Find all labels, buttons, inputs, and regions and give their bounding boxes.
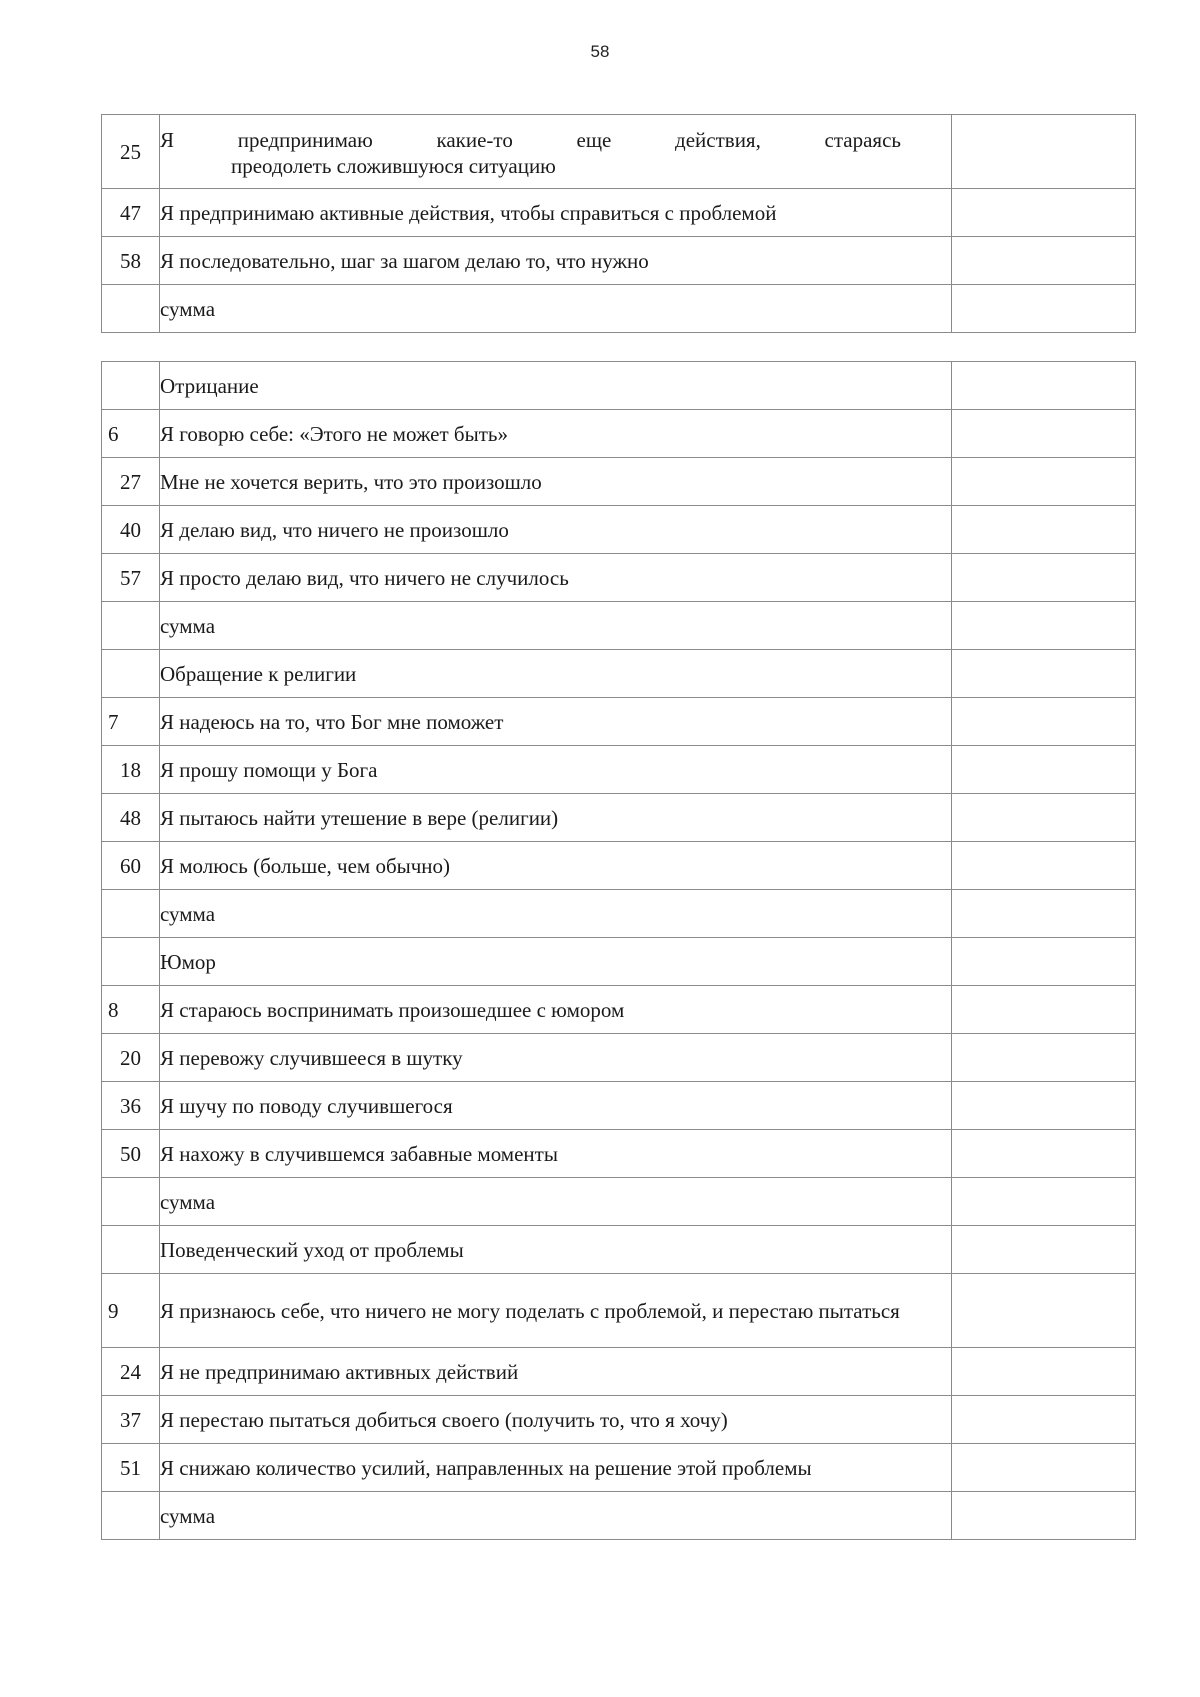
table-row [102,986,1136,1034]
answer-cell[interactable] [952,115,1136,189]
table-row [102,554,1136,602]
sum-cell[interactable] [952,285,1136,333]
table-row [102,237,1136,285]
answer-cell[interactable] [952,554,1136,602]
item-word: предпринимаю [237,127,373,152]
answer-cell[interactable] [952,986,1136,1034]
answer-cell[interactable] [952,842,1136,890]
table-row [102,1396,1136,1444]
sum-cell[interactable] [952,1492,1136,1540]
item-number: 40 [102,506,160,554]
item-number [102,1492,160,1540]
item-statement [160,115,952,189]
item-number: 50 [102,1130,160,1178]
answer-cell[interactable] [952,1274,1136,1348]
item-statement: Я не предпринимаю активных действий [160,1348,952,1396]
item-statement: Я снижаю количество усилий, направленных на решение этой проблемы [160,1444,952,1492]
table-row [102,1034,1136,1082]
sum-row [102,285,1136,333]
section-title: Юмор [160,938,952,986]
table-row [102,1082,1136,1130]
answer-cell[interactable] [952,506,1136,554]
item-statement: Я просто делаю вид, что ничего не случилось [160,554,952,602]
item-number: 36 [102,1082,160,1130]
item-number: 7 [102,698,160,746]
item-statement: Я нахожу в случившемся забавные моменты [160,1130,952,1178]
answer-cell[interactable] [952,1082,1136,1130]
item-number: 25 [102,115,160,189]
item-number: 60 [102,842,160,890]
table-row [102,458,1136,506]
item-number [102,938,160,986]
item-number [102,650,160,698]
table-row [102,698,1136,746]
answer-cell[interactable] [952,237,1136,285]
table-row [102,189,1136,237]
item-number: 51 [102,1444,160,1492]
item-number: 6 [102,410,160,458]
item-number: 27 [102,458,160,506]
answer-cell [952,1226,1136,1274]
item-statement: Я делаю вид, что ничего не произошло [160,506,952,554]
item-number: 9 [102,1274,160,1348]
item-word: еще [576,127,612,152]
section-title: Поведенческий уход от проблемы [160,1226,952,1274]
page-number: 58 [590,42,610,61]
answer-cell [952,938,1136,986]
item-word: стараясь [824,127,901,152]
answer-cell [952,362,1136,410]
item-number: 57 [102,554,160,602]
item-statement: Я молюсь (больше, чем обычно) [160,842,952,890]
item-statement: Я говорю себе: «Этого не может быть» [160,410,952,458]
table-row [102,410,1136,458]
item-number [102,285,160,333]
sum-label: сумма [160,285,952,333]
item-number: 20 [102,1034,160,1082]
item-word: какие-то [436,127,513,152]
answer-cell[interactable] [952,1348,1136,1396]
table-row [102,842,1136,890]
answer-cell[interactable] [952,1396,1136,1444]
answer-cell[interactable] [952,189,1136,237]
item-number [102,602,160,650]
table-row [102,506,1136,554]
item-statement: Я предпринимаю активные действия, чтобы справиться с проблемой [160,189,952,237]
table-row [102,1130,1136,1178]
section-header-row [102,362,1136,410]
answer-cell[interactable] [952,1034,1136,1082]
answer-cell[interactable] [952,698,1136,746]
item-statement: Мне не хочется верить, что это произошло [160,458,952,506]
item-number: 58 [102,237,160,285]
table-row [102,746,1136,794]
item-statement: Я перестаю пытаться добиться своего (получить то, что я хочу) [160,1396,952,1444]
item-number [102,1178,160,1226]
item-number [102,1226,160,1274]
sum-row [102,890,1136,938]
item-number: 8 [102,986,160,1034]
item-number [102,362,160,410]
table-row [102,115,1136,189]
sum-row [102,602,1136,650]
sum-cell[interactable] [952,890,1136,938]
item-statement: Я признаюсь себе, что ничего не могу поделать с проблемой, и перестаю пытаться [160,1274,952,1348]
questionnaire-table [101,361,1136,1540]
item-statement: Я надеюсь на то, что Бог мне поможет [160,698,952,746]
answer-cell[interactable] [952,794,1136,842]
answer-cell[interactable] [952,746,1136,794]
answer-cell[interactable] [952,410,1136,458]
table-row [102,1348,1136,1396]
answer-cell [952,650,1136,698]
table-row [102,1274,1136,1348]
sum-label: сумма [160,602,952,650]
item-number [102,890,160,938]
sum-label: сумма [160,890,952,938]
section-title: Обращение к религии [160,650,952,698]
section-header-row [102,938,1136,986]
item-statement: Я прошу помощи у Бога [160,746,952,794]
answer-cell[interactable] [952,1130,1136,1178]
sum-row [102,1178,1136,1226]
item-number: 48 [102,794,160,842]
item-word: Я [160,127,175,152]
item-number: 37 [102,1396,160,1444]
item-number: 24 [102,1348,160,1396]
item-number: 18 [102,746,160,794]
item-statement: Я пытаюсь найти утешение в вере (религии) [160,794,952,842]
item-number: 47 [102,189,160,237]
item-statement-line2: преодолеть сложившуюся ситуацию [231,153,556,178]
table-row [102,1444,1136,1492]
sum-cell[interactable] [952,1178,1136,1226]
section-header-row [102,1226,1136,1274]
section-title: Отрицание [160,362,952,410]
table-row [102,794,1136,842]
item-statement: Я последовательно, шаг за шагом делаю то, что нужно [160,237,952,285]
item-statement: Я стараюсь воспринимать произошедшее с юмором [160,986,952,1034]
section-header-row [102,650,1136,698]
sum-row [102,1492,1136,1540]
answer-cell[interactable] [952,1444,1136,1492]
questionnaire-table-continued [101,114,1136,333]
item-statement: Я шучу по поводу случившегося [160,1082,952,1130]
item-statement: Я перевожу случившееся в шутку [160,1034,952,1082]
sum-label: сумма [160,1178,952,1226]
item-word: действия, [675,127,761,152]
sum-cell[interactable] [952,602,1136,650]
sum-label: сумма [160,1492,952,1540]
answer-cell[interactable] [952,458,1136,506]
